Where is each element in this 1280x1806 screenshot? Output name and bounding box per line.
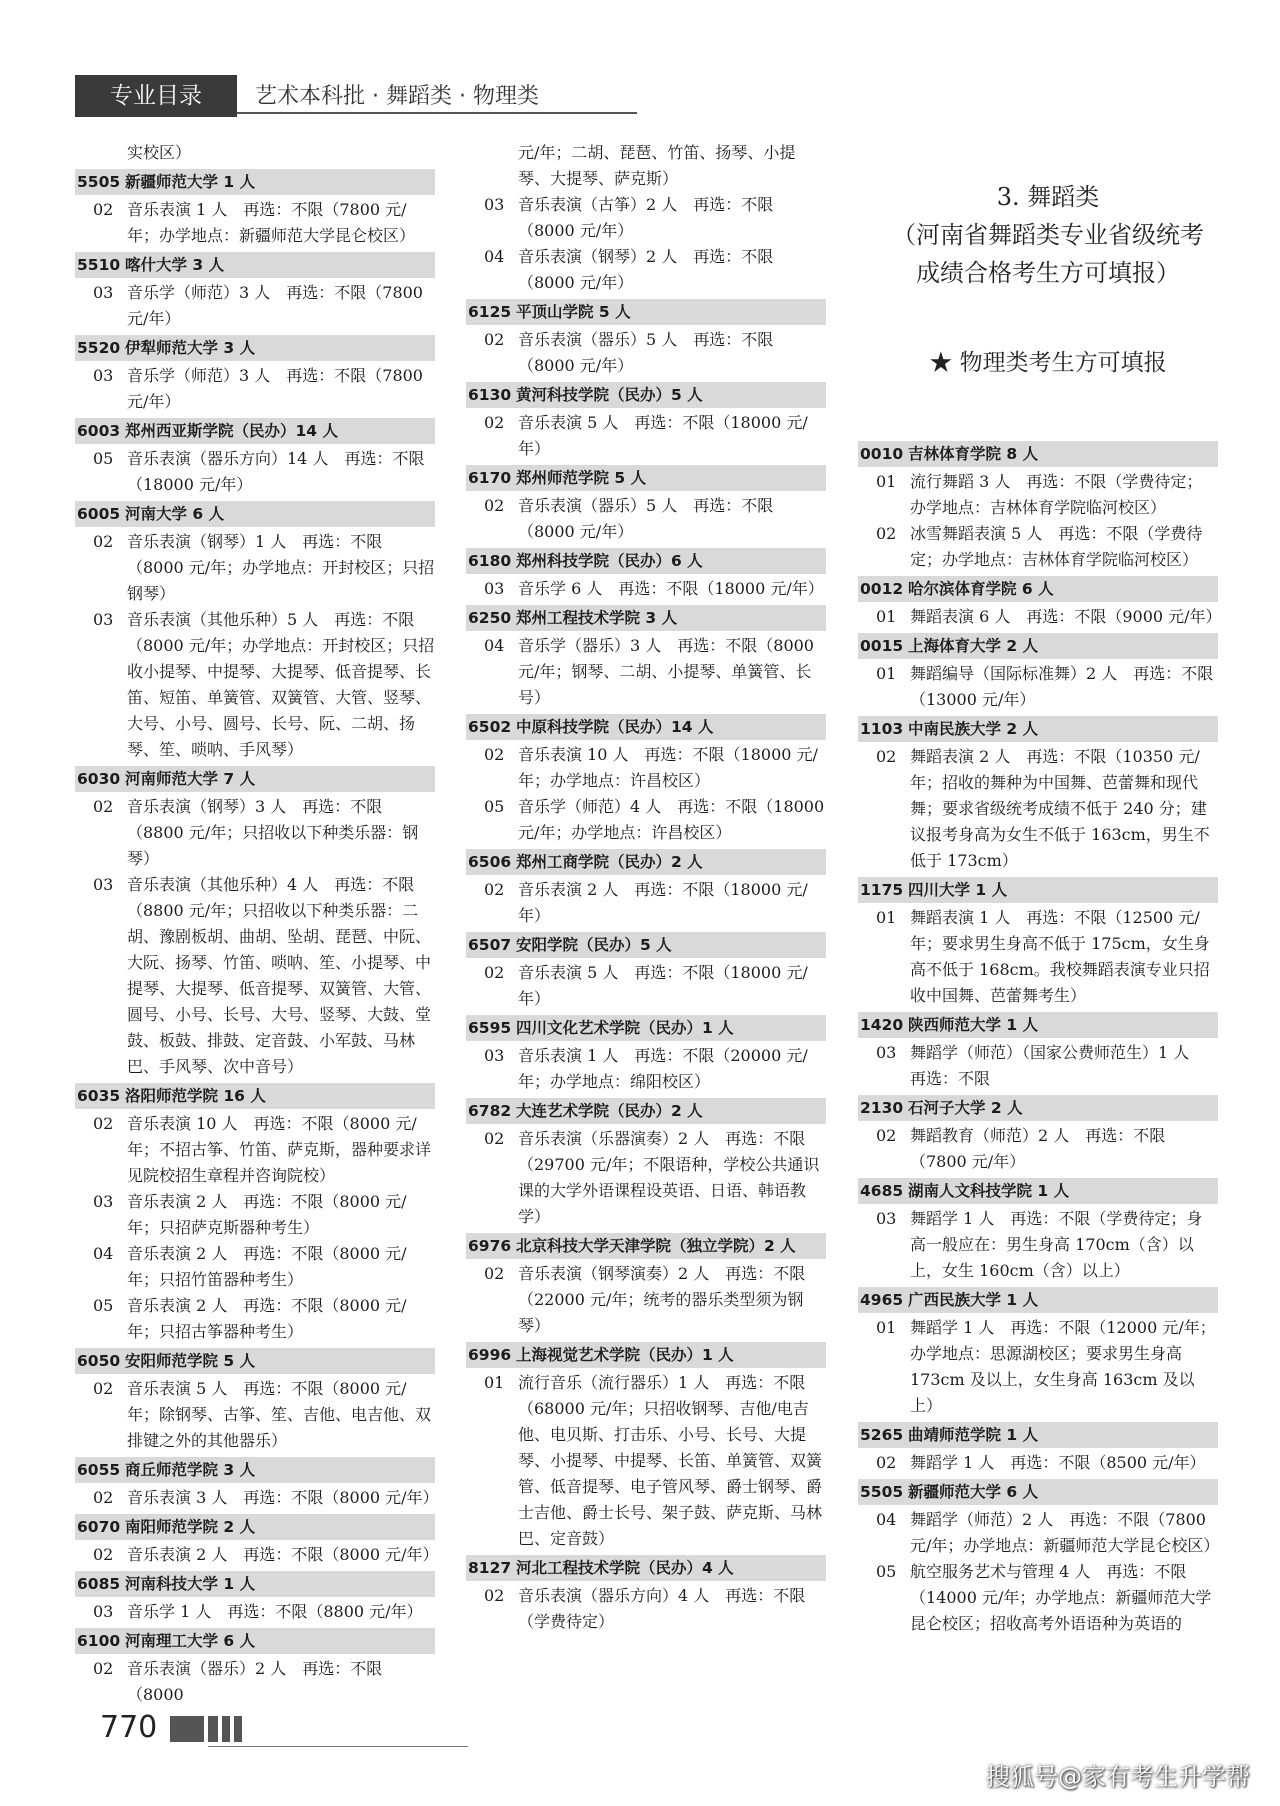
section-note-line2: 成绩合格考生方可填报） (916, 259, 1180, 287)
university-code: 6130 (468, 386, 512, 404)
major-text: 音乐表演 2 人 再选：不限（8000 元/年；只招古筝器种考生） (127, 1296, 407, 1341)
major-text: 舞蹈学（师范）2 人 再选：不限（7800 元/年；办学地点：新疆师范大学昆仑校区） (910, 1510, 1220, 1555)
university-code: 5510 (77, 256, 121, 274)
major-code: 02 (876, 524, 897, 543)
university-heading (466, 1342, 826, 1368)
header-subtitle: 艺术本科批 · 舞蹈类 · 物理类 (255, 84, 539, 109)
university-code: 6005 (77, 505, 121, 523)
university-code: 6506 (468, 853, 512, 871)
major-code: 03 (876, 1209, 897, 1228)
major-code: 05 (93, 1296, 114, 1315)
major-entry (466, 633, 826, 711)
major-code: 03 (484, 579, 505, 598)
major-entry (466, 1261, 826, 1339)
university-heading (858, 877, 1218, 903)
university-code: 5265 (860, 1426, 904, 1444)
major-code: 02 (876, 747, 897, 766)
major-entry (75, 1111, 435, 1189)
major-text: 音乐学（器乐）3 人 再选：不限（8000 元/年；钢琴、二胡、小提琴、单簧管、长号） (518, 636, 814, 707)
major-entry (466, 576, 826, 602)
major-entry (75, 1293, 435, 1345)
university-heading (858, 1095, 1218, 1121)
major-code: 02 (93, 797, 114, 816)
university-heading (858, 1287, 1218, 1313)
major-code: 02 (876, 1453, 897, 1472)
major-entry (466, 244, 826, 296)
major-code: 03 (93, 610, 114, 629)
university-name: 吉林体育学院 8 人 (908, 445, 1039, 463)
major-text: 音乐表演 2 人 再选：不限（18000 元/年） (518, 880, 808, 925)
continuation-text: 实校区） (127, 143, 192, 162)
university-name: 喀什大学 3 人 (125, 256, 225, 274)
university-name: 四川文化艺术学院（民办）1 人 (516, 1019, 734, 1037)
major-text: 音乐表演（乐器演奏）2 人 再选：不限（29700 元/年；不限语种，学校公共通识课的大学外语课程设英语、日语、韩语教学） (518, 1129, 820, 1226)
major-text: 舞蹈学 1 人 再选：不限（8500 元/年） (910, 1453, 1206, 1472)
university-heading (75, 169, 435, 195)
major-entry (858, 1507, 1218, 1559)
major-entry (75, 1485, 439, 1511)
major-text: 音乐表演（器乐）5 人 再选：不限（8000 元/年） (518, 496, 774, 541)
university-heading (75, 1457, 435, 1483)
major-text: 音乐表演 5 人 再选：不限（18000 元/年） (518, 413, 808, 458)
university-name: 平顶山学院 5 人 (516, 303, 631, 321)
lead-entries (466, 192, 826, 296)
catalog-tag: 专业目录 (75, 75, 237, 117)
university-heading (466, 1015, 826, 1041)
university-name: 新疆师范大学 1 人 (125, 173, 256, 191)
university-code: 6595 (468, 1019, 512, 1037)
major-entry (858, 1559, 1218, 1637)
major-entry (466, 877, 826, 929)
university-code: 5505 (77, 173, 121, 191)
major-text: 音乐学 6 人 再选：不限（18000 元/年） (518, 579, 824, 598)
major-entry (75, 1599, 435, 1625)
major-code: 02 (484, 963, 505, 982)
university-heading (858, 576, 1218, 602)
major-entry (466, 410, 826, 462)
major-entry (466, 960, 826, 1012)
major-entry (75, 1656, 435, 1708)
section-heading (858, 178, 1238, 292)
university-code: 6782 (468, 1102, 512, 1120)
major-entry (858, 469, 1218, 521)
major-code: 03 (876, 1043, 897, 1062)
major-text: 音乐表演（其他乐种）4 人 再选：不限（8800 元/年；只招收以下种类乐器：二胡、豫剧板胡、曲胡、坠胡、琵琶、中阮、大阮、扬琴、竹笛、唢呐、笙、小提琴、中提琴、大提琴、低音提琴、双簧管、大管、圆号、小号、长号、大号、竖琴、大鼓、堂鼓、板鼓、排鼓、定音鼓、小军鼓、马林巴、手风琴、次中音号） (127, 875, 432, 1076)
column-2 (466, 140, 826, 1635)
university-name: 曲靖师范学院 1 人 (908, 1426, 1039, 1444)
university-heading (858, 1422, 1218, 1448)
university-name: 河南理工大学 6 人 (125, 1632, 256, 1650)
major-text: 音乐表演（器乐）5 人 再选：不限（8000 元/年） (518, 330, 774, 375)
major-code: 02 (876, 1126, 897, 1145)
university-name: 大连艺术学院（民办）2 人 (516, 1102, 703, 1120)
major-code: 04 (876, 1510, 897, 1529)
major-code: 04 (93, 1244, 114, 1263)
university-heading (858, 716, 1218, 742)
university-code: 0015 (860, 637, 904, 655)
university-code: 6100 (77, 1632, 121, 1650)
section-note-line1: （河南省舞蹈类专业省级统考 (892, 221, 1204, 249)
major-entry (858, 661, 1218, 713)
university-heading (75, 1571, 435, 1597)
major-text: 流行舞蹈 3 人 再选：不限（学费待定；办学地点：吉林体育学院临河校区） (910, 472, 1203, 517)
university-code: 0012 (860, 580, 904, 598)
major-entry (75, 363, 435, 415)
university-heading (858, 1178, 1218, 1204)
major-code: 02 (93, 1379, 114, 1398)
university-heading (75, 1628, 435, 1654)
major-code: 03 (93, 283, 114, 302)
major-text: 流行音乐（流行器乐）1 人 再选：不限（68000 元/年；只招收钢琴、吉他/电吉他、电贝斯、打击乐、小号、长号、大提琴、小提琴、中提琴、长笛、单簧管、双簧管、低音提琴、电子管风琴、爵士钢琴、爵士吉他、爵士长号、架子鼓、萨克斯、马林巴、定音鼓） (518, 1373, 823, 1548)
major-entry (75, 1241, 435, 1293)
university-name: 上海视觉艺术学院（民办）1 人 (516, 1346, 734, 1364)
major-text: 舞蹈学（师范）（国家公费师范生）1 人 再选：不限 (910, 1043, 1206, 1088)
major-entry (75, 1189, 435, 1241)
major-entry (75, 446, 435, 498)
university-name: 河南师范大学 7 人 (125, 770, 256, 788)
major-code: 02 (484, 1264, 505, 1283)
major-code: 02 (93, 532, 114, 551)
university-code: 1175 (860, 881, 904, 899)
page-header (75, 75, 575, 117)
major-entry (75, 529, 435, 607)
university-code: 6003 (77, 422, 121, 440)
university-code: 6035 (77, 1087, 121, 1105)
university-heading (75, 418, 435, 444)
major-entry (466, 1043, 826, 1095)
major-text: 音乐表演 2 人 再选：不限（8000 元/年） (127, 1545, 439, 1564)
university-name: 安阳学院（民办）5 人 (516, 936, 672, 954)
major-code: 02 (484, 496, 505, 515)
major-entry (858, 521, 1218, 573)
university-code: 5520 (77, 339, 121, 357)
university-heading (466, 382, 826, 408)
university-heading (75, 501, 435, 527)
university-code: 4685 (860, 1182, 904, 1200)
major-text: 音乐表演 1 人 再选：不限（20000 元/年；办学地点：绵阳校区） (518, 1046, 808, 1091)
major-code: 02 (93, 200, 114, 219)
major-code: 01 (876, 1318, 897, 1337)
footer-rule (208, 1746, 468, 1747)
university-heading (466, 1098, 826, 1124)
major-text: 音乐学（师范）3 人 再选：不限（7800 元/年） (127, 283, 423, 328)
major-text: 音乐表演（器乐方向）14 人 再选：不限（18000 元/年） (127, 449, 425, 494)
university-name: 郑州工程技术学院 3 人 (516, 609, 678, 627)
university-name: 安阳师范学院 5 人 (125, 1352, 256, 1370)
major-entry (75, 1376, 435, 1454)
major-text: 音乐学（师范）3 人 再选：不限（7800 元/年） (127, 366, 423, 411)
university-name: 郑州西亚斯学院（民办）14 人 (125, 422, 338, 440)
university-heading (858, 441, 1218, 467)
major-entry (858, 1040, 1218, 1092)
university-name: 陕西师范大学 1 人 (908, 1016, 1039, 1034)
major-entry (466, 327, 826, 379)
university-code: 6050 (77, 1352, 121, 1370)
major-code: 03 (93, 875, 114, 894)
university-heading (466, 465, 826, 491)
major-code: 02 (484, 745, 505, 764)
major-code: 02 (93, 1488, 114, 1507)
major-text: 音乐表演 3 人 再选：不限（8000 元/年） (127, 1488, 439, 1507)
major-code: 03 (484, 195, 505, 214)
major-text: 音乐表演（器乐方向）4 人 再选：不限（学费待定） (518, 1586, 806, 1631)
major-code: 03 (93, 366, 114, 385)
major-text: 舞蹈学 1 人 再选：不限（学费待定；身高一般应在：男生身高 170cm（含）以上，女生 160cm（含）以上） (910, 1209, 1203, 1280)
major-text: 音乐表演（钢琴）2 人 再选：不限（8000 元/年） (518, 247, 774, 292)
university-code: 5505 (860, 1483, 904, 1501)
major-text: 音乐学（师范）4 人 再选：不限（18000 元/年；办学地点：许昌校区） (518, 797, 825, 842)
university-name: 湖南人文科技学院 1 人 (908, 1182, 1070, 1200)
section-title: 3. 舞蹈类 (996, 183, 1100, 211)
university-heading (75, 252, 435, 278)
major-text: 舞蹈教育（师范）2 人 再选：不限（7800 元/年） (910, 1126, 1166, 1171)
major-code: 05 (93, 449, 114, 468)
university-name: 哈尔滨体育学院 6 人 (908, 580, 1054, 598)
university-heading (466, 548, 826, 574)
university-code: 1103 (860, 720, 904, 738)
university-code: 4965 (860, 1291, 904, 1309)
major-code: 03 (484, 1046, 505, 1065)
major-text: 音乐表演（钢琴）3 人 再选：不限（8800 元/年；只招收以下种类乐器：钢琴） (127, 797, 419, 868)
university-name: 郑州科技学院（民办）6 人 (516, 552, 703, 570)
continuation-text: 元/年；二胡、琵琶、竹笛、扬琴、小提琴、大提琴、萨克斯） (518, 143, 796, 188)
header-rule (237, 112, 637, 114)
university-code: 6976 (468, 1237, 512, 1255)
university-code: 6085 (77, 1575, 121, 1593)
university-code: 8127 (468, 1559, 512, 1577)
major-code: 02 (93, 1114, 114, 1133)
major-code: 04 (484, 247, 505, 266)
major-entry (466, 1126, 826, 1230)
university-name: 黄河科技学院（民办）5 人 (516, 386, 703, 404)
university-code: 6996 (468, 1346, 512, 1364)
university-heading (75, 1514, 435, 1540)
university-name: 上海体育大学 2 人 (908, 637, 1039, 655)
university-heading (75, 335, 435, 361)
major-code: 01 (484, 1373, 505, 1392)
major-text: 舞蹈表演 2 人 再选：不限（10350 元/年；招收的舞种为中国舞、芭蕾舞和现代舞；要求省级统考成绩不低于 240 分；建议报考身高为女生不低于 163cm，男生不低于 173cm） (910, 747, 1210, 870)
university-code: 6502 (468, 718, 512, 736)
major-entry (858, 1450, 1218, 1476)
major-entry (858, 905, 1218, 1009)
university-name: 河南科技大学 1 人 (125, 1575, 256, 1593)
major-code: 01 (876, 472, 897, 491)
major-code: 02 (484, 330, 505, 349)
university-heading (466, 932, 826, 958)
major-text: 音乐表演 1 人 再选：不限（7800 元/年；办学地点：新疆师范大学昆仑校区） (127, 200, 416, 245)
university-name: 石河子大学 2 人 (908, 1099, 1023, 1117)
major-entry (466, 742, 826, 794)
university-code: 6070 (77, 1518, 121, 1536)
university-code: 1420 (860, 1016, 904, 1034)
university-code: 6055 (77, 1461, 121, 1479)
major-text: 舞蹈表演 1 人 再选：不限（12500 元/年；要求男生身高不低于 175cm，女生身高不低于 168cm。我校舞蹈表演专业只招收中国舞、芭蕾舞考生） (910, 908, 1210, 1005)
major-code: 03 (93, 1192, 114, 1211)
university-name: 河北工程技术学院（民办）4 人 (516, 1559, 734, 1577)
major-text: 舞蹈表演 6 人 再选：不限（9000 元/年） (910, 607, 1222, 626)
major-entry (466, 1370, 826, 1552)
major-text: 舞蹈编导（国际标准舞）2 人 再选：不限（13000 元/年） (910, 664, 1214, 709)
major-text: 音乐表演 10 人 再选：不限（18000 元/年；办学地点：许昌校区） (518, 745, 818, 790)
university-name: 河南大学 6 人 (125, 505, 225, 523)
major-text: 音乐表演（其他乐种）5 人 再选：不限（8000 元/年；办学地点：开封校区；只招收小提琴、中提琴、大提琴、低音提琴、长笛、短笛、单簧管、双簧管、大管、竖琴、大号、小号、圆号、长号、阮、二胡、扬琴、笙、唢呐、手风琴） (127, 610, 435, 759)
university-heading (466, 1233, 826, 1259)
major-text: 音乐表演 2 人 再选：不限（8000 元/年；只招萨克斯器种考生） (127, 1192, 407, 1237)
major-text: 舞蹈学 1 人 再选：不限（12000 元/年；办学地点：思源湖校区；要求男生身高 173cm 及以上，女生身高 163cm 及以上） (910, 1318, 1216, 1415)
university-name: 新疆师范大学 6 人 (908, 1483, 1039, 1501)
university-heading (75, 1083, 435, 1109)
university-name: 中南民族大学 2 人 (908, 720, 1039, 738)
university-code: 6125 (468, 303, 512, 321)
major-text: 航空服务艺术与管理 4 人 再选：不限（14000 元/年；办学地点：新疆师范大学昆仑校区；招收高考外语语种为英语的 (910, 1562, 1212, 1633)
major-code: 05 (484, 797, 505, 816)
university-heading (858, 1012, 1218, 1038)
university-heading (466, 849, 826, 875)
major-entry (466, 192, 826, 244)
page-number: 770 (100, 1710, 158, 1745)
major-code: 01 (876, 664, 897, 683)
university-code: 6170 (468, 469, 512, 487)
major-text: 音乐表演（钢琴演奏）2 人 再选：不限（22000 元/年；统考的器乐类型须为钢琴） (518, 1264, 806, 1335)
university-code: 6180 (468, 552, 512, 570)
university-name: 南阳师范学院 2 人 (125, 1518, 256, 1536)
university-code: 2130 (860, 1099, 904, 1117)
university-heading (858, 633, 1218, 659)
university-code: 6507 (468, 936, 512, 954)
major-code: 02 (93, 1545, 114, 1564)
major-entry (858, 744, 1218, 874)
major-entry (466, 1583, 826, 1635)
university-heading (466, 714, 826, 740)
major-code: 02 (484, 880, 505, 899)
university-name: 伊犁师范大学 3 人 (125, 339, 256, 357)
major-code: 01 (876, 908, 897, 927)
university-heading (75, 766, 435, 792)
major-entry (75, 280, 435, 332)
major-entry (858, 1315, 1218, 1419)
major-entry (466, 794, 826, 846)
major-text: 音乐表演（钢琴）1 人 再选：不限（8000 元/年；办学地点：开封校区；只招钢琴） (127, 532, 435, 603)
major-entry (466, 493, 826, 545)
major-entry (75, 607, 435, 763)
major-entry (75, 794, 435, 872)
university-name: 广西民族大学 1 人 (908, 1291, 1039, 1309)
university-name: 郑州工商学院（民办）2 人 (516, 853, 703, 871)
university-name: 中原科技学院（民办）14 人 (516, 718, 714, 736)
university-heading (466, 605, 826, 631)
major-text: 音乐表演（器乐）2 人 再选：不限（8000 (127, 1659, 383, 1704)
major-entry (858, 604, 1222, 630)
major-entry (75, 1542, 439, 1568)
major-text: 音乐表演（古筝）2 人 再选：不限（8000 元/年） (518, 195, 774, 240)
major-entry (75, 197, 435, 249)
column-1 (75, 140, 439, 1708)
university-heading (466, 299, 826, 325)
major-text: 音乐表演 5 人 再选：不限（8000 元/年；除钢琴、古筝、笙、吉他、电吉他、双排键之外的其他器乐） (127, 1379, 432, 1450)
university-heading (466, 1555, 826, 1581)
major-code: 03 (93, 1602, 114, 1621)
major-code: 02 (484, 413, 505, 432)
physics-note: ★ 物理类考生方可填报 (929, 350, 1167, 376)
major-code: 02 (93, 1659, 114, 1678)
major-code: 05 (876, 1562, 897, 1581)
university-code: 0010 (860, 445, 904, 463)
university-name: 四川大学 1 人 (908, 881, 1008, 899)
major-entry (858, 1206, 1218, 1284)
university-heading (75, 1348, 435, 1374)
major-code: 04 (484, 636, 505, 655)
university-heading (858, 1479, 1218, 1505)
university-name: 洛阳师范学院 16 人 (125, 1087, 266, 1105)
major-code: 01 (876, 607, 897, 626)
major-code: 02 (484, 1586, 505, 1605)
major-text: 音乐学 1 人 再选：不限（8800 元/年） (127, 1602, 423, 1621)
column-3 (858, 438, 1222, 1637)
watermark: 搜狐号@家有考生升学帮 (986, 1763, 1250, 1791)
university-name: 商丘师范学院 3 人 (125, 1461, 256, 1479)
university-code: 6250 (468, 609, 512, 627)
major-text: 音乐表演 10 人 再选：不限（8000 元/年；不招古筝、竹笛、萨克斯，器种要求详见院校招生章程并咨询院校） (127, 1114, 432, 1185)
major-text: 冰雪舞蹈表演 5 人 再选：不限（学费待定；办学地点：吉林体育学院临河校区） (910, 524, 1203, 569)
university-name: 北京科技大学天津学院（独立学院）2 人 (516, 1237, 796, 1255)
university-code: 6030 (77, 770, 121, 788)
major-entry (858, 1123, 1218, 1175)
major-text: 音乐表演 2 人 再选：不限（8000 元/年；只招竹笛器种考生） (127, 1244, 407, 1289)
university-name: 郑州师范学院 5 人 (516, 469, 647, 487)
major-text: 音乐表演 5 人 再选：不限（18000 元/年） (518, 963, 808, 1008)
major-entry (75, 872, 435, 1080)
major-code: 02 (484, 1129, 505, 1148)
